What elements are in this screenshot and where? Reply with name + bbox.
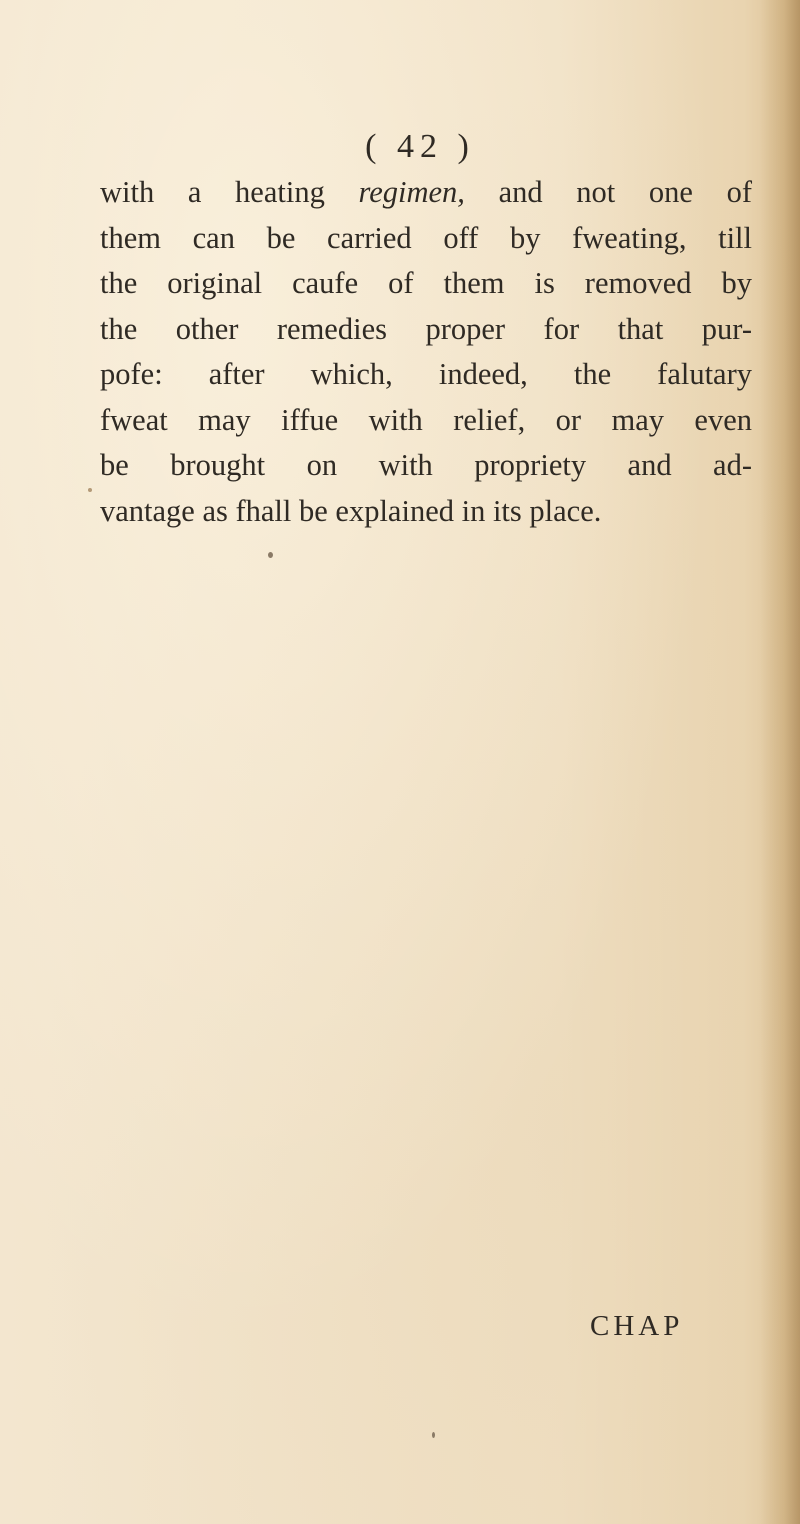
- text-line-3: the original caufe of them is removed by: [100, 266, 752, 300]
- catchword: CHAP: [590, 1310, 684, 1342]
- text-line-5: pofe: after which, indeed, the falutary: [100, 357, 752, 391]
- ink-speck: [88, 488, 92, 492]
- ink-speck: [432, 1432, 435, 1438]
- text-line-2: them can be carried off by fweating, till: [100, 220, 752, 255]
- page-number: ( 42 ): [365, 128, 475, 165]
- ink-speck: [268, 552, 273, 558]
- text-line-1: with a heating regimen, and not one of: [100, 175, 752, 209]
- text-line-4: the other remedies proper for that pur-: [100, 311, 752, 346]
- page-edge-shadow: [760, 0, 800, 1524]
- italic-word: regimen,: [358, 175, 465, 209]
- text-line-6: fweat may iffue with relief, or may even: [100, 402, 752, 437]
- text-line-8: vantage as fhall be explained in its place.: [100, 493, 602, 528]
- body-paragraph: [100, 170, 752, 534]
- text-line-7: be brought on with propriety and ad-: [100, 448, 752, 482]
